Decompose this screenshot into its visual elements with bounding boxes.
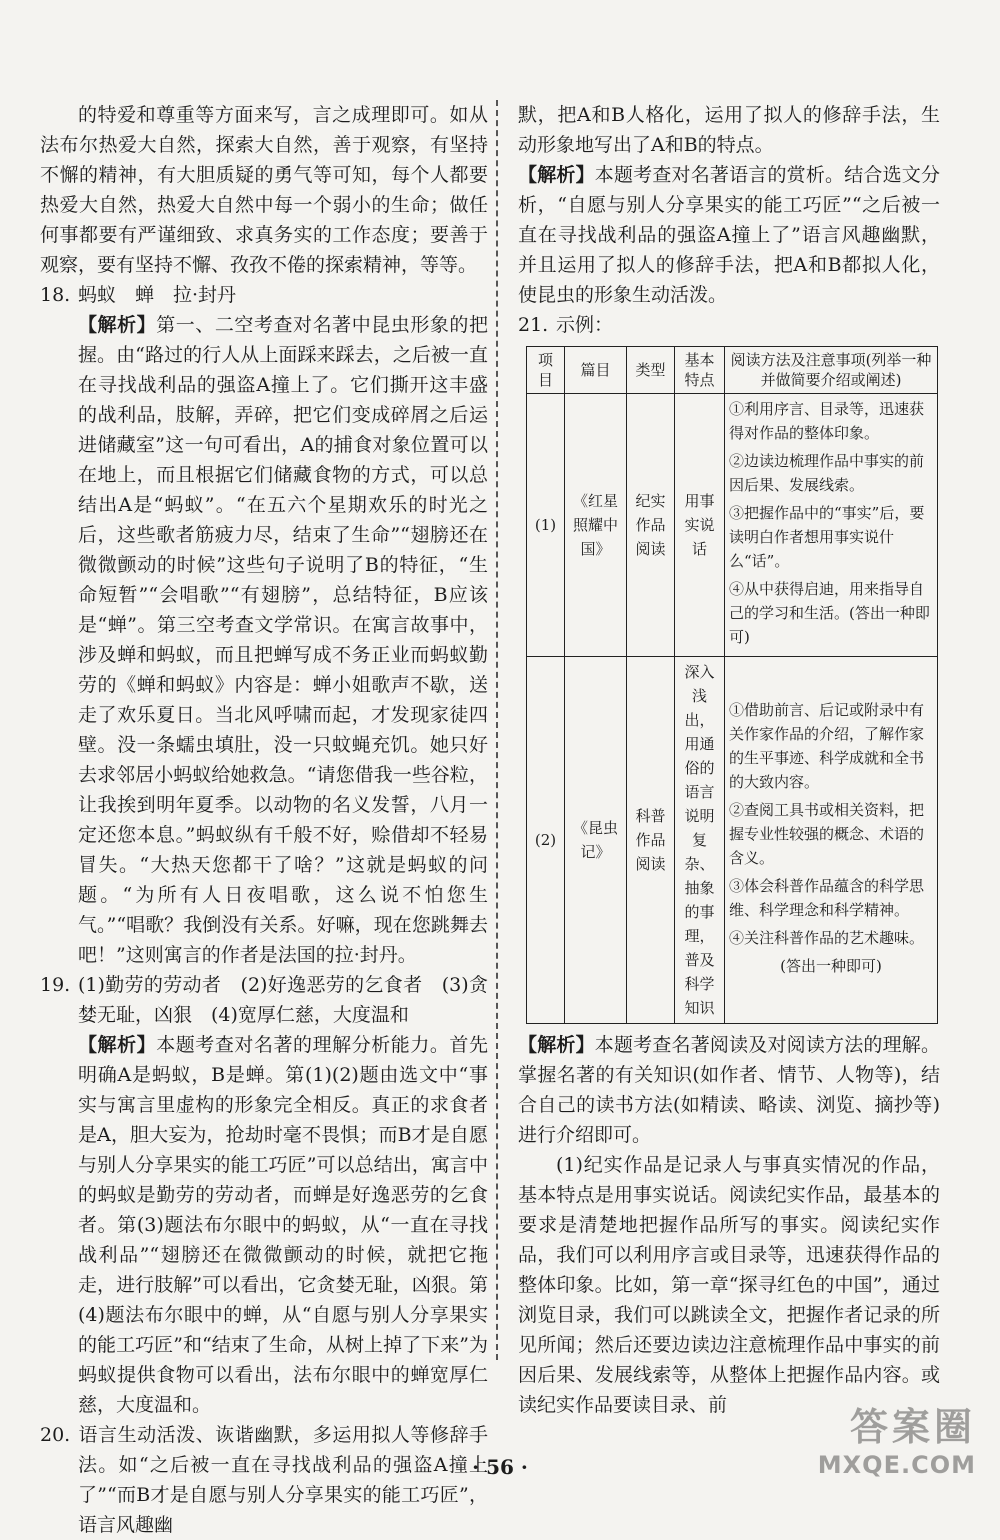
q19-analysis-tag: 【解析】 xyxy=(78,1034,157,1056)
q20-analysis-text: 本题考查对名著语言的赏析。结合选文分析，“自愿与别人分享果实的能工巧匠”“之后被一直在寻找战利品的强盗A撞上了”语言风趣幽默，并且运用了拟人的修辞手法，把A和B都拟人化，使昆虫的形象生动活泼。 xyxy=(518,164,940,306)
watermark-url: MXQE.COM xyxy=(817,1451,976,1479)
table-cell-methods xyxy=(725,657,938,1024)
table-cell-title: 《红星照耀中国》 xyxy=(565,394,627,657)
table-header: 类型 xyxy=(627,347,675,394)
table-header-row xyxy=(527,347,938,394)
question-19 xyxy=(40,970,488,1420)
q18-analysis-tag: 【解析】 xyxy=(78,314,157,336)
q21-detail: (1)纪实作品是记录人与事真实情况的作品，基本特点是用事实说话。阅读纪实作品，最基本的要求是清楚地把握作品所写的事实。阅读纪实作品，我们可以利用序言或目录等，迅速获得作品的整体印象。比如，第一章“探寻红色的中国”，通过浏览目录，我们可以跳读全文，把握作者记录的所见所闻；然后还要边读边注意梳理作品中事实的前因后果、发展线索等，从整体上把握作品内容。或读纪实作品要读目录、前 xyxy=(518,1154,940,1416)
left-column xyxy=(40,100,488,1540)
method-item: ②边读边梳理作品中事实的前因后果、发展线索。 xyxy=(729,452,925,494)
q20-number: 20. xyxy=(40,1424,71,1446)
q21-intro: 示例： xyxy=(556,314,614,336)
q21-analysis-tag: 【解析】 xyxy=(518,1034,595,1056)
table-cell-methods xyxy=(725,394,938,657)
q19-number: 19. xyxy=(40,974,71,996)
table-header: 基本特点 xyxy=(675,347,725,394)
question-21 xyxy=(518,310,940,340)
q19-answer: (1)勤劳的劳动者 (2)好逸恶劳的乞食者 (3)贪婪无耻，凶狠 (4)宽厚仁慈，大度温和 xyxy=(78,974,488,1026)
q21-analysis-text: 本题考查名著阅读及对阅读方法的理解。掌握名著的有关知识(如作者、情节、人物等)，结合自己的读书方法(如精读、略读、浏览、摘抄等)进行介绍即可。 xyxy=(518,1034,940,1146)
table-row xyxy=(527,657,938,1024)
table-row xyxy=(527,394,938,657)
method-item: ④关注科普作品的艺术趣味。 xyxy=(729,929,925,947)
table-cell-title: 《昆虫记》 xyxy=(565,657,627,1024)
q19-analysis-text: 本题考查对名著的理解分析能力。首先明确A是蚂蚁，B是蝉。第(1)(2)题由选文中“事实与寓言里虚构的形象完全相反。真正的求食者是A，胆大妄为，抢劫时毫不畏惧；而B才是自愿与别人分享果实的能工巧匠”可以总结出，寓言中的蚂蚁是勤劳的劳动者，而蝉是好逸恶劳的乞食者。第(3)题法布尔眼中的蚂蚁，从“一直在寻找战利品”“翅膀还在微微颤动的时候，就把它拖走，进行肢解”可以看出，它贪婪无耻，凶狠。第(4)题法布尔眼中的蝉，从“自愿与别人分享果实的能工巧匠”和“结束了生命，从树上掉了下来”为蚂蚁提供食物可以看出，法布尔眼中的蝉宽厚仁慈，大度温和。 xyxy=(78,1034,488,1416)
q21-number: 21. xyxy=(518,314,549,336)
question-18 xyxy=(40,280,488,970)
q20-analysis xyxy=(518,160,940,310)
table-cell-type: 科普作品阅读 xyxy=(627,657,675,1024)
question-20 xyxy=(40,1420,488,1540)
q20-analysis-tag: 【解析】 xyxy=(518,164,595,186)
q18-analysis-text: 第一、二空考查对名著中昆虫形象的把握。由“路过的行人从上面踩来踩去，之后被一直在寻找战利品的强盗A撞上了。它们撕开这丰盛的战利品，肢解，弄碎，把它们变成碎屑之后运进储藏室”这一句可看出，A的捕食对象位置可以在地上，而且根据它们储藏食物的方式，可以总结出A是“蚂蚁”。“在五六个星期欢乐的时光之后，这些歌者筋疲力尽，结束了生命”“翅膀还在微微颤动的时候”这些句子说明了B的特征，“生命短暂”“会唱歌”“有翅膀”，总结特征，B应该是“蝉”。第三空考查文学常识。在寓言故事中，涉及蝉和蚂蚁，而且把蝉写成不务正业而蚂蚁勤劳的《蝉和蚂蚁》内容是：蝉小姐歌声不歇，送走了欢乐夏日。当北风呼啸而起，才发现家徒四壁。没一条蠕虫填肚，没一只蚊蝇充饥。她只好去求邻居小蚂蚁给她救急。“请您借我一些谷粒，让我挨到明年夏季。以动物的名义发誓，八月一定还您本息。”蚂蚁纵有千般不好，赊借却不轻易冒失。“大热天您都干了啥？”这就是蚂蚁的问题。“为所有人日夜唱歌，这么说不怕您生气。”“唱歌？我倒没有关系。好嘛，现在您跳舞去吧！”这则寓言的作者是法国的拉·封丹。 xyxy=(78,314,488,966)
table-cell-item: (1) xyxy=(527,394,565,657)
column-divider xyxy=(496,100,498,1360)
method-item: ③体会科普作品蕴含的科学思维、科学理念和科学精神。 xyxy=(729,877,925,919)
method-note: (答出一种即可) xyxy=(780,957,882,975)
right-column xyxy=(518,100,940,1420)
table-header: 项目 xyxy=(527,347,565,394)
page-number: · 56 · xyxy=(472,1455,528,1479)
method-item: ④从中获得启迪，用来指导自己的学习和生活。(答出一种即可) xyxy=(729,580,930,646)
reading-methods-table xyxy=(526,346,938,1024)
q18-number: 18. xyxy=(40,284,71,306)
method-item: ②查阅工具书或相关资料，把握专业性较强的概念、术语的含义。 xyxy=(729,801,925,867)
table-header: 阅读方法及注意事项(列举一种并做简要介绍或阐述) xyxy=(725,347,938,394)
method-item: ①借助前言、后记或附录中有关作家作品的介绍，了解作家的生平事迹、科学成就和全书的大致内容。 xyxy=(729,701,925,791)
watermark-logo: 答案圈 xyxy=(849,1405,976,1449)
q18-answer: 蚂蚁 蝉 拉·封丹 xyxy=(78,284,237,306)
method-item: ①利用序言、目录等，迅速获得对作品的整体印象。 xyxy=(729,400,925,442)
table-cell-item: (2) xyxy=(527,657,565,1024)
q20-answer: 语言生动活泼、诙谐幽默，多运用拟人等修辞手法。如“之后被一直在寻找战利品的强盗A撞上了”“而B才是自愿与别人分享果实的能工巧匠”，语言风趣幽 xyxy=(78,1424,488,1536)
left-top-paragraph: 的特爱和尊重等方面来写，言之成理即可。如从法布尔热爱大自然，探索大自然，善于观察，有坚持不懈的精神，有大胆质疑的勇气等可知，每个人都要热爱大自然，热爱大自然中每一个弱小的生命；做任何事都要有严谨细致、求真务实的工作态度；要善于观察，要有坚持不懈、孜孜不倦的探索精神，等等。 xyxy=(40,104,488,276)
site-watermark xyxy=(818,1396,976,1479)
method-item: ③把握作品中的“事实”后，要读明白作者想用事实说什么“话”。 xyxy=(729,504,925,570)
table-header: 篇目 xyxy=(565,347,627,394)
q20-continuation: 默，把A和B人格化，运用了拟人的修辞手法，生动形象地写出了A和B的特点。 xyxy=(518,104,940,156)
table-cell-feature: 用事实说话 xyxy=(675,394,725,657)
table-cell-feature: 深入浅出，用通俗的语言说明复杂、抽象的事理，普及科学知识 xyxy=(675,657,725,1024)
table-cell-type: 纪实作品阅读 xyxy=(627,394,675,657)
q21-analysis xyxy=(518,1030,940,1150)
